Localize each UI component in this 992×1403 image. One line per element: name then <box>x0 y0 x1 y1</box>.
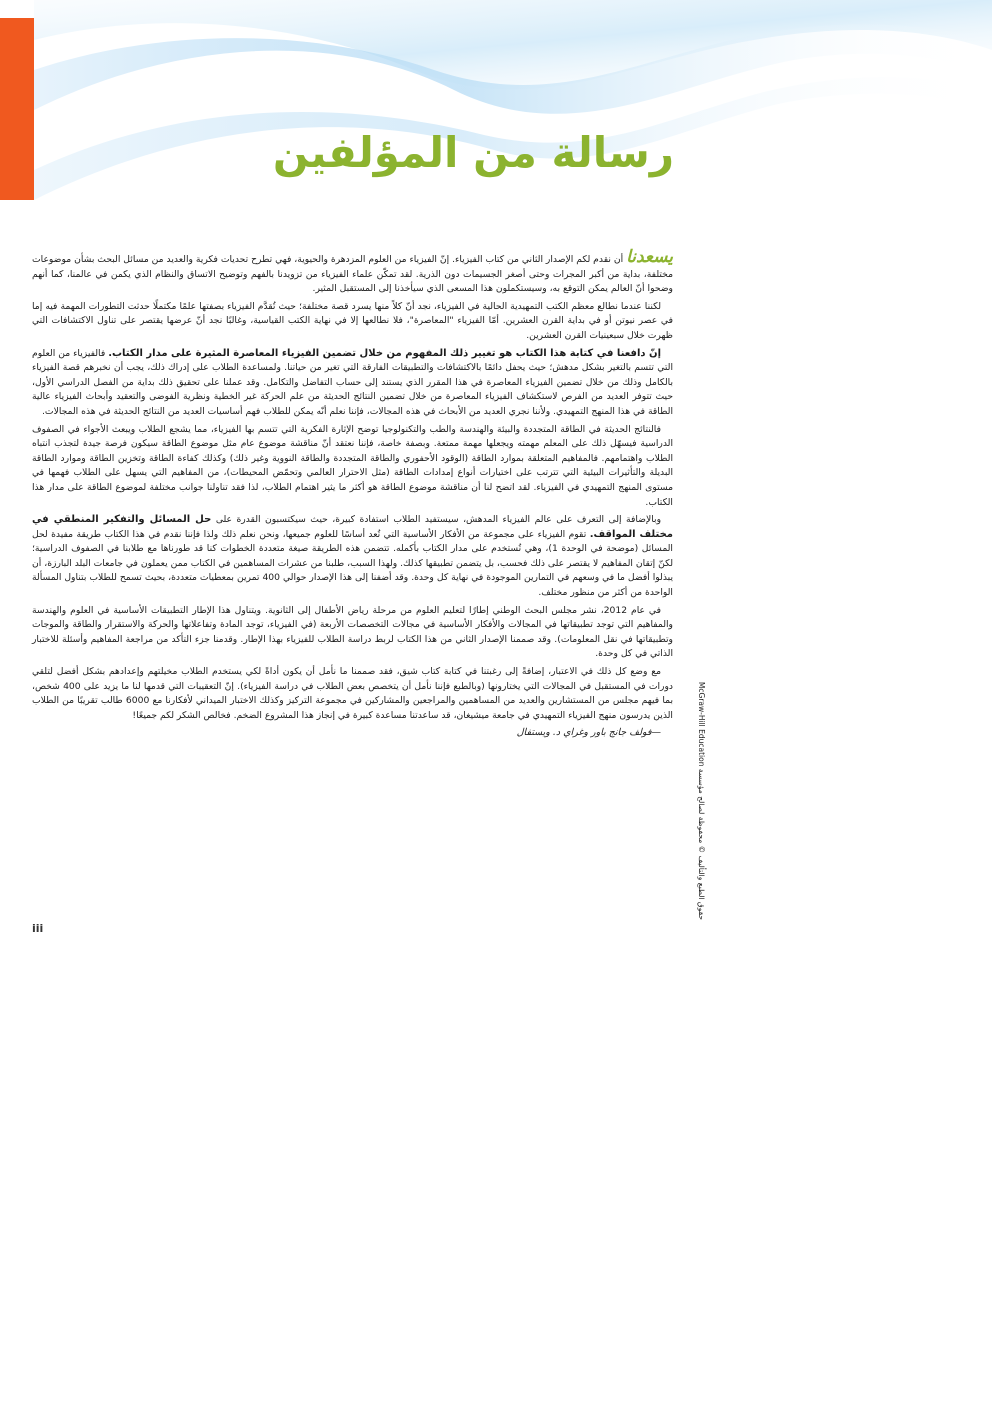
authors-signature: —فولف جانج باور وغراي د. ويستفال <box>516 727 661 739</box>
paragraph-4: فالنتائج الحديثة في الطاقة المتجددة والبيئة والهندسة والطب والتكنولوجيا توضح الإثارة الفكرية التي تتسم بها الفيزياء، مما يشجع الطلاب ويبعث الأجواء في الصفوف الدراسية فيسهّل ذلك على المعلم مهمته ويجعلها مهمة ممتعة. وبصفة خاصة، فإننا نعتقد أنّ مناقشة موضوع عام مثل موضوع الطاقة سيكون فرصة جيدة لتجذب انتباه الطلاب واهتمامهم. فالمفاهيم المتعلقة بموارد الطاقة (الوقود الأحفوري والطاقة المتجددة والطاقة النووية وغير ذلك) وكذلك كفاءة الطاقة وتخزين الطاقة وموارد الطاقة البديلة والتأثيرات البيئية التي تترتب على اختيارات أنواع إمدادات الطاقة (مثل الاحترار العالمي وتحمّض المحيطات)، من المفاهيم التي يسهل على الطلاب فهمها في مستوى المنهج التمهيدي في الفيزياء. لقد اتضح لنا أن مناقشة موضوع الطاقة هو أكثر ما يثير اهتمام الطلاب، لذا فقد تناولنا جوانب مختلفة لموضوع الطاقة على مدار هذا الكتاب. <box>32 423 673 508</box>
paragraph-2: لكننا عندما نطالع معظم الكتب التمهيدية الحالية في الفيزياء، نجد أنّ كلاً منها يسرد قصة مختلفة؛ حيث تُقدَّم الفيزياء بصفتها علمًا مكتملًا حدثت التطورات المهمة فيه إما في عصر نيوتن أو في بداية القرن العشرين. أمّا الفيزياء "المعاصرة"، فلا نطالعها إلا في نهاية الكتب القياسية، وغالبًا نجد أنّ عرضها يقتصر على تناول الاكتشافات التي ظهرت خلال سبعينيات القرن العشرين. <box>32 300 673 341</box>
letter-body <box>32 247 673 744</box>
page-number: iii <box>32 922 44 935</box>
paragraph-3-text: فالفيزياء من العلوم التي تتسم بالتغير بشكل مدهش؛ حيث يحفل دائمًا بالاكتشافات والتطبيقات الفارقة التي تغير من حياتنا. ولمساعدة الطلاب على إدراك ذلك، يجب أن نخبرهم قصة الفيزياء بالكامل وذلك من خلال تضمين الفيزياء المعاصرة في هذا المقرر الذي يستند إلى حساب التفاضل والتكامل. وقد عملنا على تحقيق ذلك بداية من الفصل الدراسي الأول، حيث تتوفر العديد من الفرص لاستكشاف الفيزياء المعاصرة من خلال تضمين النتائج الحديثة من علم الحركة غير الخطية ونظرية الفوضى والتعقيد وأبحاث الفيزياء عالية الطاقة في هذا المنهج التمهيدي. ولأننا نجري العديد من الأبحاث في هذه المجالات، فإننا نعلم أنّه يمكن للطلاب فهم أساسيات العديد من النتائج الحديثة في هذه المجالات. <box>32 347 673 417</box>
header-wave-decoration <box>34 0 992 230</box>
page-title: رسالة من المؤلفين <box>272 128 674 177</box>
paragraph-5-text-b: تقوم الفيزياء على مجموعة من الأفكار الأساسية التي تُعد أساسًا للعلوم جميعها، ونحن نعلم ذلك ولذا فإننا نقدم في هذا الكتاب طريقة مفيدة لحل المسائل (موضحة في الوحدة 1)، وهي تُستخدم على مدار الكتاب بأكمله. تتضمن هذه الطريقة صيغة متعددة الخطوات كنا قد طورناها مع طلابنا في الصفوف الدراسية؛ لكنّ إتقان المفاهيم لا يقتصر على ذلك فحسب، بل يتضمن تطبيقها كذلك. ولهذا السبب، طلبنا من عشرات المساهمين في الكتاب ممن يعملون في جامعات البلد البارزة، أن يبذلوا أفضل ما في وسعهم في التمارين الموجودة في نهاية كل وحدة. وقد أضفنا إلى هذا الإصدار حوالي 400 تمرين بمعطيات متعددة، بحيث تسمح للطلاب بتناول المسألة الواحدة من أكثر من منظور مختلف. <box>32 528 673 599</box>
copyright-text: حقوق الطبع والتأليف © محفوظة لصالح مؤسسة McGraw-Hill Education <box>697 681 706 920</box>
orange-accent-bar <box>0 18 34 200</box>
paragraph-5-emphasis: حل المسائل والتفكير المنطقي في مختلف المواقف. <box>32 514 673 540</box>
paragraph-3 <box>32 347 673 420</box>
copyright-note <box>692 681 706 920</box>
paragraph-7: مع وضع كل ذلك في الاعتبار، إضافةً إلى رغبتنا في كتابة كتاب شيق، فقد صممنا ما نأمل أن يكون أداةً لكي يستخدم الطلاب مخيلتهم وإعدادهم بشكل أفضل لتلقي دورات في المستقبل في المجالات التي يختارونها (وبالطبع فإننا نأمل أن يتخصص بعض الطلاب في دراسة الفيزياء). إنّ التعقيبات التي قدمها لنا ما يزيد على 400 شخص، بما فيهم مجلس من المستشارين والعديد من المساهمين والمراجعين والمشاركين في مجموعة التركيز وكذلك الاختبار الميداني لأفكارنا مع 6000 طالب تقريبًا من الطلاب الذين يدرسون منهج الفيزياء التمهيدي في جامعة ميشيغان، قد ساعدتنا مساعدة كبيرة في إنجاز هذا المشروع الضخم. فخالص الشكر لكم جميعًا! <box>32 666 673 721</box>
lead-word: يسعدنا <box>626 247 673 267</box>
paragraph-1-text: أن نقدم لكم الإصدار الثاني من كتاب الفيزياء. إنّ الفيزياء من العلوم المزدهرة والحيوية، فهي تطرح تحديات فكرية والعديد من مسائل البحث بشأن موضوعات مختلفة، بداية من أكبر المجرات وحتى أصغر الجسيمات دون الذرية. لقد تمكّن علماء الفيزياء من تزويدنا بالفهم وتوضيح الاتساق والنظام الذي يكمن في عالمنا، كما أنهم وضحوا أنّ العالم يمكن التوقع به، وسيستكملون هذا المسعى الذي سيأخذنا إلى المستقبل المثير. <box>32 254 673 295</box>
paragraph-3-emphasis: إنّ دافعنا في كتابة هذا الكتاب هو تغيير ذلك المفهوم من خلال تضمين الفيزياء المعاصرة المثيرة على مدار الكتاب. <box>108 347 661 359</box>
paragraph-1 <box>32 247 673 297</box>
paragraph-5 <box>32 513 673 601</box>
paragraph-5-text-a: وبالإضافة إلى التعرف على عالم الفيزياء المدهش، سيستفيد الطلاب استفادة كبيرة، حيث سيكتسبون القدرة على <box>215 514 662 526</box>
paragraph-6: في عام 2012، نشر مجلس البحث الوطني إطارًا لتعليم العلوم من مرحلة رياض الأطفال إلى الثانوية. ويتناول هذا الإطار التطبيقات الأساسية في العلوم والهندسة والمفاهيم التي توجد تطبيقاتها في المجالات والأفكار الأساسية في مجالات التخصصات الأربعة (في الفيزياء، توجد المادة وتفاعلاتها والحركة والاستقرار والطاقة والموجات وتطبيقاتها في نقل المعلومات). وقد صممنا الإصدار الثاني من هذا الكتاب لربط دراسة الطلاب للفيزياء بهذا الإطار. وقدمنا جزء التأكد من مراجعة المفاهيم وأسئلة للاختبار الذاتي في كل وحدة. <box>32 604 673 660</box>
